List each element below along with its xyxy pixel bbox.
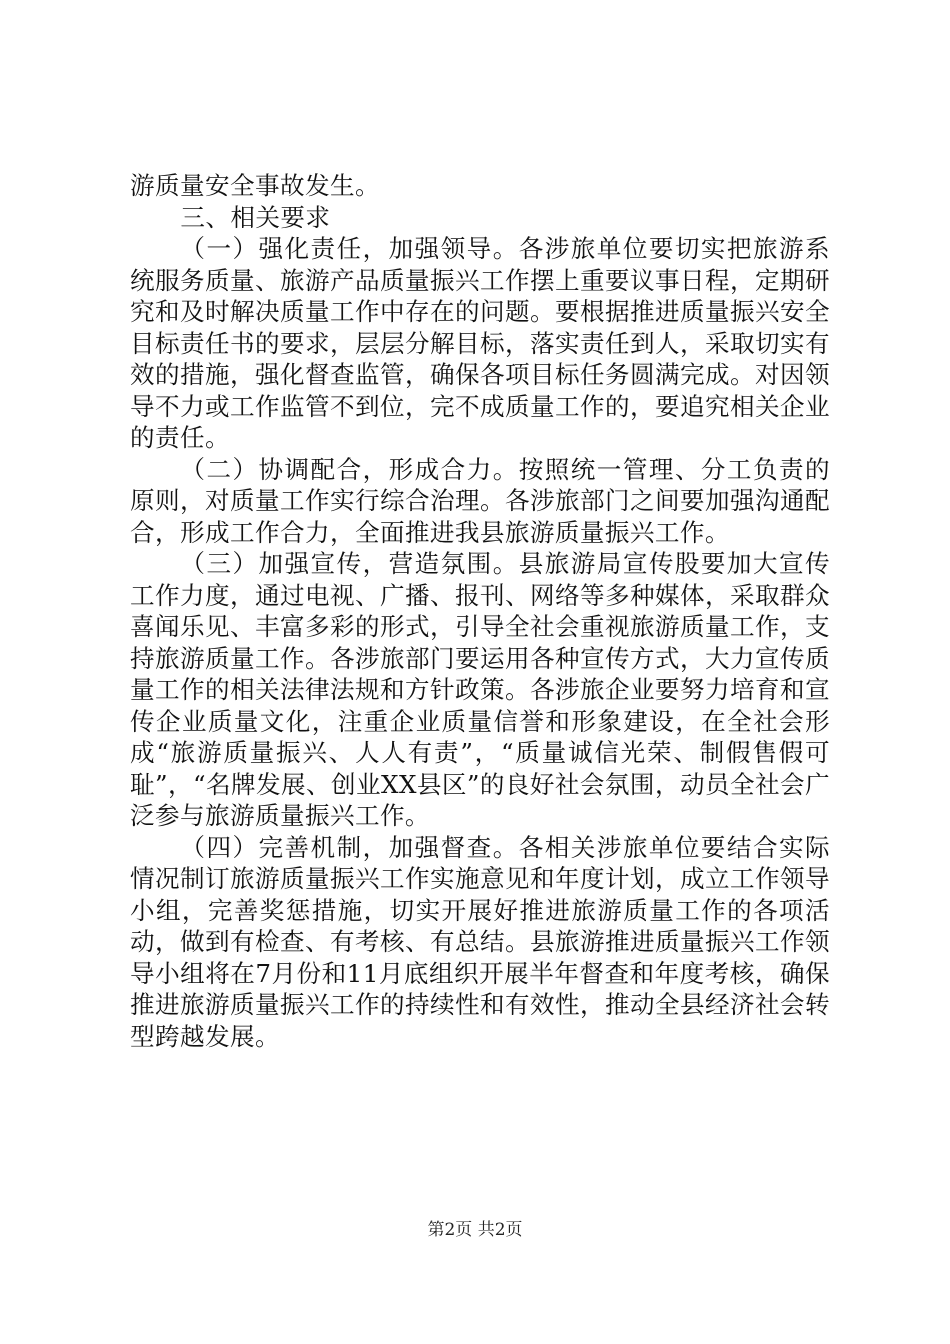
document-body: [130, 170, 830, 1052]
paragraph-responsibility: （一）强化责任，加强领导。各涉旅单位要切实把旅游系统服务质量、旅游产品质量振兴工作摆上重要议事日程，定期研究和及时解决质量工作中存在的问题。要根据推进质量振兴安全目标责任书的要求，层层分解目标，落实责任到人，采取切实有效的措施，强化督查监管，确保各项目标任务圆满完成。对因领导不力或工作监管不到位，完不成质量工作的，要追究相关企业的责任。: [130, 234, 830, 452]
paragraph-continuation: 游质量安全事故发生。: [130, 171, 380, 200]
paragraph-coordination: （二）协调配合，形成合力。按照统一管理、分工负责的原则，对质量工作实行综合治理。各涉旅部门之间要加强沟通配合，形成工作合力，全面推进我县旅游质量振兴工作。: [130, 454, 830, 547]
section-heading: 三、相关要求: [180, 202, 331, 232]
paragraph-publicity: （三）加强宣传，营造氛围。县旅游局宣传股要加大宣传工作力度，通过电视、广播、报刊、网络等多种媒体，采取群众喜闻乐见、丰富多彩的形式，引导全社会重视旅游质量工作，支持旅游质量工作。各涉旅部门要运用各种宣传方式，大力宣传质量工作的相关法律法规和方针政策。各涉旅企业要努力培育和宣传企业质量文化，注重企业质量信誉和形象建设，在全社会形成“旅游质量振兴、人人有责”，“质量诚信光荣、制假售假可耻”，“名牌发展、创业XX县区”的良好社会氛围，动员全社会广泛参与旅游质量振兴工作。: [130, 549, 830, 830]
page-footer: 第2页 共2页: [427, 1220, 523, 1240]
paragraph-mechanism: （四）完善机制，加强督查。各相关涉旅单位要结合实际情况制订旅游质量振兴工作实施意见和年度计划，成立工作领导小组，完善奖惩措施，切实开展好推进旅游质量工作的各项活动，做到有检查、有考核、有总结。县旅游推进质量振兴工作领导小组将在7月份和11月底组织开展半年督查和年度考核，确保推进旅游质量振兴工作的持续性和有效性，推动全县经济社会转型跨越发展。: [130, 832, 830, 1051]
